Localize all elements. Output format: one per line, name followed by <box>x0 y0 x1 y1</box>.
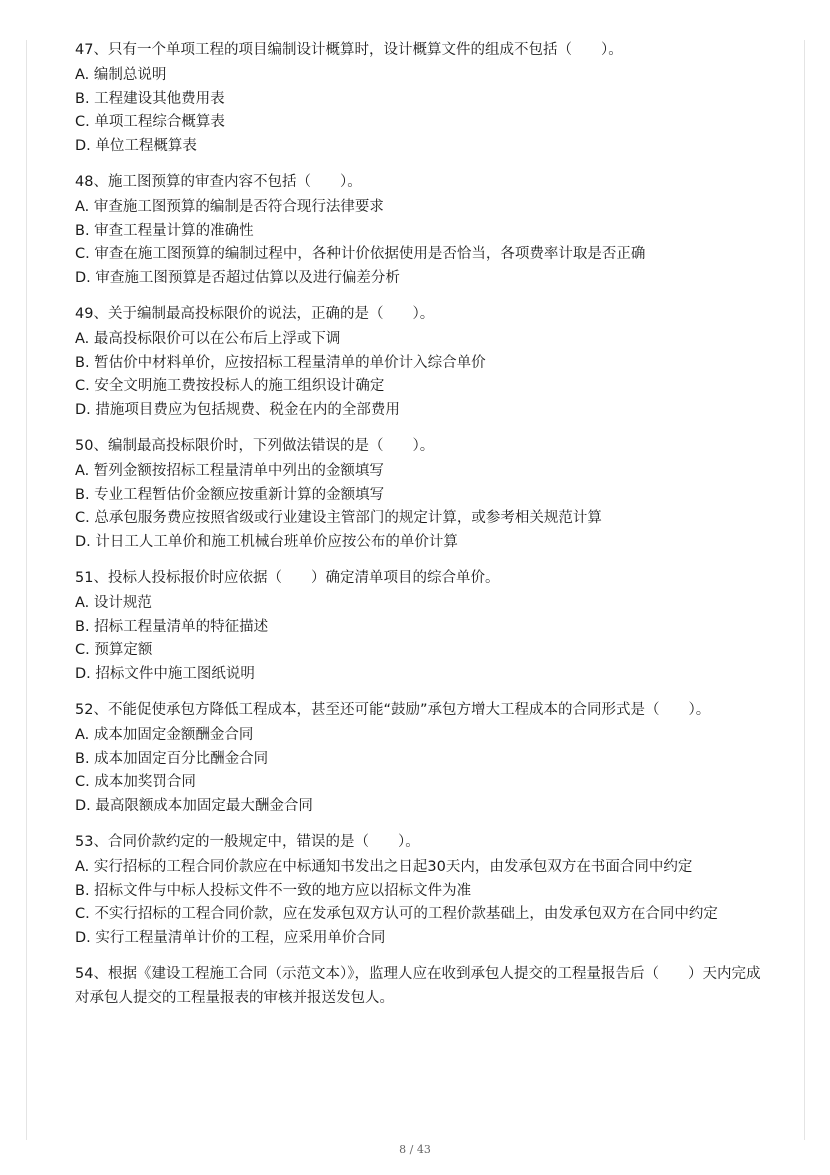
question-53 <box>75 830 765 950</box>
left-margin-line <box>26 40 27 1140</box>
question-stem: 54、根据《建设工程施工合同（示范文本）》，监理人应在收到承包人提交的工程量报告后（ ）天内完成对承包人提交的工程量报表的审核并报送发包人。 <box>75 966 761 1006</box>
option-d: D. 实行工程量清单计价的工程，应采用单价合同 <box>75 929 386 946</box>
right-margin-line <box>804 40 805 1140</box>
option-b: B. 招标工程量清单的特征描述 <box>75 618 269 635</box>
option-a: A. 设计规范 <box>75 595 152 611</box>
option-c: C. 成本加奖罚合同 <box>75 774 196 790</box>
option-d: D. 最高限额成本加固定最大酬金合同 <box>75 797 313 814</box>
question-50 <box>75 434 765 554</box>
question-54 <box>75 962 765 1010</box>
question-stem: 51、投标人投标报价时应依据（ ）确定清单项目的综合单价。 <box>75 570 500 586</box>
option-d: D. 审查施工图预算是否超过估算以及进行偏差分析 <box>75 269 400 286</box>
option-b: B. 审查工程量计算的准确性 <box>75 222 254 239</box>
option-c: C. 单项工程综合概算表 <box>75 114 225 130</box>
question-47 <box>75 38 765 158</box>
question-stem: 47、只有一个单项工程的项目编制设计概算时，设计概算文件的组成不包括（ ）。 <box>75 42 623 58</box>
page-number: 8 / 43 <box>399 1143 431 1156</box>
option-a: A. 暂列金额按招标工程量清单中列出的金额填写 <box>75 463 384 479</box>
option-a: A. 最高投标限价可以在公布后上浮或下调 <box>75 331 341 347</box>
option-a: A. 成本加固定金额酬金合同 <box>75 727 254 743</box>
option-b: B. 工程建设其他费用表 <box>75 90 225 107</box>
option-b: B. 暂估价中材料单价，应按招标工程量清单的单价计入综合单价 <box>75 354 486 371</box>
question-51 <box>75 566 765 686</box>
question-52 <box>75 698 765 818</box>
option-c: C. 安全文明施工费按投标人的施工组织设计确定 <box>75 378 385 394</box>
question-49 <box>75 302 765 422</box>
question-stem: 52、不能促使承包方降低工程成本，甚至还可能“鼓励”承包方增大工程成本的合同形式是（ ）。 <box>75 702 711 718</box>
option-a: A. 实行招标的工程合同价款应在中标通知书发出之日起30天内，由发承包双方在书面合同中约定 <box>75 859 693 875</box>
option-d: D. 计日工人工单价和施工机械台班单价应按公布的单价计算 <box>75 533 458 550</box>
option-b: B. 招标文件与中标人投标文件不一致的地方应以招标文件为准 <box>75 882 472 899</box>
option-c: C. 总承包服务费应按照省级或行业建设主管部门的规定计算，或参考相关规范计算 <box>75 510 602 526</box>
option-d: D. 招标文件中施工图纸说明 <box>75 665 255 682</box>
question-list <box>75 38 765 1022</box>
question-48 <box>75 170 765 290</box>
option-d: D. 单位工程概算表 <box>75 137 197 154</box>
question-stem: 48、施工图预算的审查内容不包括（ ）。 <box>75 174 362 190</box>
option-c: C. 不实行招标的工程合同价款，应在发承包双方认可的工程价款基础上，由发承包双方在合同中约定 <box>75 906 718 922</box>
option-b: B. 成本加固定百分比酬金合同 <box>75 750 269 767</box>
question-stem: 53、合同价款约定的一般规定中，错误的是（ ）。 <box>75 834 420 850</box>
option-d: D. 措施项目费应为包括规费、税金在内的全部费用 <box>75 401 400 418</box>
question-stem: 50、编制最高投标限价时，下列做法错误的是（ ）。 <box>75 438 435 454</box>
option-a: A. 编制总说明 <box>75 67 167 83</box>
question-stem: 49、关于编制最高投标限价的说法，正确的是（ ）。 <box>75 306 435 322</box>
option-c: C. 审查在施工图预算的编制过程中，各种计价依据使用是否恰当，各项费率计取是否正确 <box>75 246 646 262</box>
option-b: B. 专业工程暂估价金额应按重新计算的金额填写 <box>75 486 385 503</box>
option-c: C. 预算定额 <box>75 642 153 658</box>
option-a: A. 审查施工图预算的编制是否符合现行法律要求 <box>75 199 384 215</box>
